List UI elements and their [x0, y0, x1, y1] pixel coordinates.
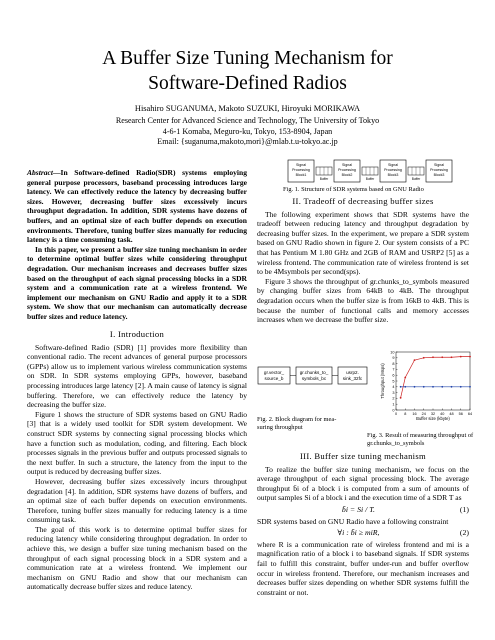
figure-1-diagram	[258, 158, 470, 186]
section-1-title: I. Introduction	[109, 329, 165, 339]
vector-source-box	[258, 367, 290, 384]
x-tick-label-1: 8	[404, 412, 407, 416]
section-1-paragraph-3: However, decreasing buffer sizes excessively incurs throughput degradation [4]. In addition, SDR systems have dozens of buffers, and an optimal size of each buffer depends on execution environments. Therefore, tuning buffer sizes manually for reducing latency is a time consuming task.	[27, 476, 247, 525]
section-2-title: II. Tradeoff of decreasing buffer sizes	[292, 196, 434, 206]
series-1-point-7	[460, 386, 462, 388]
y-tick-label-1: 1	[392, 402, 395, 407]
usrp2-sink-line-2: sink_32fc	[342, 376, 363, 381]
series-0-point-5	[441, 356, 443, 358]
series-0-point-7	[460, 356, 462, 358]
section-1-paragraph-1: Software-defined Radio (SDR) [1] provides more flexibility than conventional radio. The recent advances of general purpose processors (GPPs) allow us to implement various wireless communication systems on SDR. In SDR systems employing GPPs, however, baseband processing introduces large latency [2]. A main cause of latency is signal buffering. Therefore, we can effectively reduce the latency by decreasing the buffer size.	[27, 342, 247, 410]
paper-title	[0, 46, 495, 96]
block-3-line-1: Signal	[388, 163, 398, 167]
buffer-3-label: Buffer	[411, 177, 421, 181]
usrp2-sink-line-1: usrp2.	[346, 370, 359, 375]
vector-source-line-1: gr.vector_	[263, 370, 285, 375]
block-4-line-3: Block3	[433, 173, 445, 177]
section-3	[257, 452, 469, 597]
email: Email: {suganuma,makoto,mori}@mlab.t.u-tokyo.ac.jp	[157, 137, 338, 147]
x-tick-label-2: 16	[412, 412, 417, 416]
series-1-point-0	[400, 386, 402, 388]
section-1-paragraph-2: Figure 1 shows the structure of SDR systems based on GNU Radio [3] that is a widely used toolkit for SDR system development. We construct SDR systems by connecting signal processing blocks which have a function such as modulation, coding, and filtering. Each block processes signals in the previous buffer and outputs processed signals to the next buffer. In such a structure, the latency from the input to the output is reduced by decreasing buffer sizes.	[27, 409, 247, 477]
series-0-point-8	[469, 356, 471, 358]
series-0-point-2	[414, 359, 416, 361]
section-2-paragraph-2: Figure 3 shows the throughput of gr.chunks_to_symbols measured by changing buffer sizes from 64kB to 4kB. The throughput degradation occurs when the buffer size is from 16kB to 4kB. This is because the number of functional calls and memory accesses increases when we decrease the buffer size.	[257, 276, 469, 325]
buffer-2	[362, 167, 378, 181]
figure-3-caption	[367, 432, 477, 447]
series-0-line	[401, 357, 470, 398]
x-tick-label-6: 48	[449, 412, 454, 416]
series-1-point-3	[423, 386, 425, 388]
buffer-3	[408, 167, 424, 181]
figure-1-caption: Fig. 1. Structure of SDR systems based on GNU Radio	[283, 186, 424, 193]
figure-3-caption-line-1: Fig. 3. Result of measuring throughput of	[367, 432, 474, 439]
signal-block-2	[334, 160, 360, 182]
block-3-line-3: Block3	[387, 173, 399, 177]
y-tick-label-8: 8	[392, 361, 395, 366]
x-tick-label-0: 0	[394, 412, 398, 416]
title-line-1: A Buffer Size Tuning Mechanism for	[102, 48, 393, 69]
affiliation: Research Center for Advanced Science and Technology, The University of Tokyo	[115, 116, 380, 125]
chunks-to-symbols-line-1: gr.chunks_to_	[299, 370, 329, 375]
x-tick-label-5: 40	[440, 412, 445, 416]
figure-2-caption	[257, 416, 367, 431]
buffer-1	[316, 167, 332, 181]
abstract	[27, 168, 247, 322]
section-1	[27, 330, 247, 592]
series-1-point-8	[469, 386, 471, 388]
block-1-line-2: Processing	[292, 168, 310, 172]
block-2-line-2: Processing	[338, 168, 356, 172]
series-1-point-5	[441, 386, 443, 388]
abstract-paragraph-2: In this paper, we present a buffer size tuning mechanism in order to determine optimal buffer sizes while considering throughput degradation. Our mechanism increases and decreases buffer sizes based on the throughput of each signal processing blocks in a SDR system and a communication rate at a wireless frontend. We implement our mechanism on GNU Radio and apply it to a SDR system. We show that our mechanism can automatically decrease buffer sizes and reduce latency.	[27, 244, 247, 321]
x-tick-label-4: 32	[430, 412, 436, 416]
y-tick-label-2: 2	[392, 396, 395, 401]
buffer-2-label: Buffer	[365, 177, 375, 181]
chunks-to-symbols-line-2: symbols_bc	[301, 376, 327, 381]
figure-2-caption-line-2: suring throughput	[257, 423, 303, 431]
x-tick-label-8: 64	[467, 412, 473, 416]
block-1-line-1: Signal	[296, 163, 306, 167]
y-tick-label-5: 5	[392, 379, 395, 384]
series-1-point-1	[404, 386, 406, 388]
block-3-line-2: Processing	[384, 168, 402, 172]
section-3-paragraph-2: SDR systems based on GNU Radio have a following constraint	[257, 516, 449, 526]
x-axis-label: Buffer size (kbyte)	[416, 416, 450, 421]
series-1-point-4	[432, 386, 434, 388]
block-1-line-3: Block1	[295, 173, 307, 177]
equation-1-row	[257, 505, 469, 515]
equation-2-row	[257, 528, 469, 538]
affiliation-block	[0, 116, 495, 148]
section-2-paragraph-1: The following experiment shows that SDR systems have the tradeoff between reducing latency and throughput degradation by decreasing buffer sizes. In the experiment, we prepare a SDR system based on GNU Radio shown in figure 2. Our system consists of a PC that has Pentium M 1.80 GHz and 2GB of RAM and USRP2 [5] as a wireless frontend. The communication rate of wireless frontend is set to be 4Msymbols per second(sps).	[257, 209, 469, 277]
signal-block-1	[288, 160, 314, 182]
authors: Hisahiro SUGANUMA, Makoto SUZUKI, Hiroyuki MORIKAWA	[134, 104, 361, 113]
equation-1: b̄i = Si / T.	[341, 504, 375, 514]
abstract-label: Abstract	[27, 168, 53, 177]
usrp2-sink-box	[338, 367, 367, 384]
figure-3-caption-line-2: gr.chunks_to_symbols	[367, 439, 425, 447]
y-tick-label-7: 7	[392, 367, 395, 372]
equation-2: ∀i : b̄i ≥ miR,	[337, 528, 380, 538]
section-2	[257, 197, 469, 325]
equation-1-number: (1)	[459, 504, 469, 514]
x-tick-label-3: 24	[421, 412, 426, 416]
section-3-title: III. Buffer size tuning mechanism	[300, 451, 426, 461]
figure-2-diagram	[257, 364, 369, 394]
y-tick-label-9: 9	[392, 356, 395, 361]
block-4-line-1: Signal	[434, 163, 444, 167]
series-0-point-3	[423, 357, 425, 359]
series-0-point-1	[404, 377, 406, 379]
abstract-paragraph-1: —In Software-defined Radio(SDR) systems employing general purpose processors, baseband processing introduces large latency. We can effectively reduce the latency by decreasing buffer sizes. However, decreasing buffer sizes excessively incurs throughput degradation. In addition, SDR systems have dozens of buffers, and an optimal size of each buffer depends on execution environments. Therefore, tuning buffer sizes manually for reducing latency is a time consuming task.	[27, 168, 247, 245]
y-tick-label-4: 4	[392, 385, 395, 390]
equation-2-number: (2)	[459, 528, 469, 538]
block-2-line-3: Block2	[341, 173, 353, 177]
buffer-1-label: Buffer	[319, 177, 329, 181]
series-0-point-6	[451, 356, 453, 358]
y-axis-label: Throughput (Msps)	[380, 363, 385, 399]
signal-block-4	[426, 160, 452, 182]
section-3-paragraph-1: To realize the buffer size tuning mechanism, we focus on the average throughput of each signal processing block. The average throughput b̄i of a block i is computed from a sum of amounts of output samples Si of a block i and the execution time of a SDR T as	[257, 464, 469, 503]
figure-3-chart	[378, 348, 474, 424]
y-tick-label-3: 3	[392, 390, 395, 395]
figure-2-caption-line-1: Fig. 2. Block diagram for mea-	[257, 416, 337, 423]
y-tick-label-10: 10	[390, 350, 395, 355]
block-4-line-2: Processing	[430, 168, 448, 172]
series-1-point-6	[451, 386, 453, 388]
plot-area	[390, 350, 472, 416]
plot-frame	[396, 352, 470, 410]
x-tick-label-7: 56	[458, 412, 463, 416]
series-0-point-4	[432, 356, 434, 358]
y-tick-label-0: 0	[392, 408, 395, 413]
series-1-point-2	[414, 386, 416, 388]
section-1-paragraph-4: The goal of this work is to determine optimal buffer sizes for reducing latency while considering throughput degradation. In order to achieve this, we design a buffer size tuning mechanism based on the throughput of each signal processing block in a SDR system and a communication rate at a wireless frontend. We implement our mechanism on GNU Radio and show that our mechanism can automatically decrease buffer sizes and reduce latency.	[27, 524, 247, 592]
series-0-point-0	[400, 397, 402, 399]
signal-block-3	[380, 160, 406, 182]
section-3-paragraph-3: where R is a communication rate of wireless frontend and mi is a magnification ratio of a block i to baseband signals. If SDR systems fail to fulfill this constraint, buffer under-run and buffer overflow occur in wireless frontend. Therefore, our mechanism increases and decreases buffer sizes depending on whether SDR systems fulfill the constraint or not.	[257, 539, 469, 597]
block-2-line-1: Signal	[342, 163, 352, 167]
y-tick-label-6: 6	[392, 373, 395, 378]
chunks-to-symbols-box	[296, 367, 332, 384]
title-line-2: Software-Defined Radios	[148, 73, 347, 94]
vector-source-line-2: source_b	[264, 376, 284, 381]
address: 4-6-1 Komaba, Meguro-ku, Tokyo, 153-8904, Japan	[162, 126, 333, 136]
